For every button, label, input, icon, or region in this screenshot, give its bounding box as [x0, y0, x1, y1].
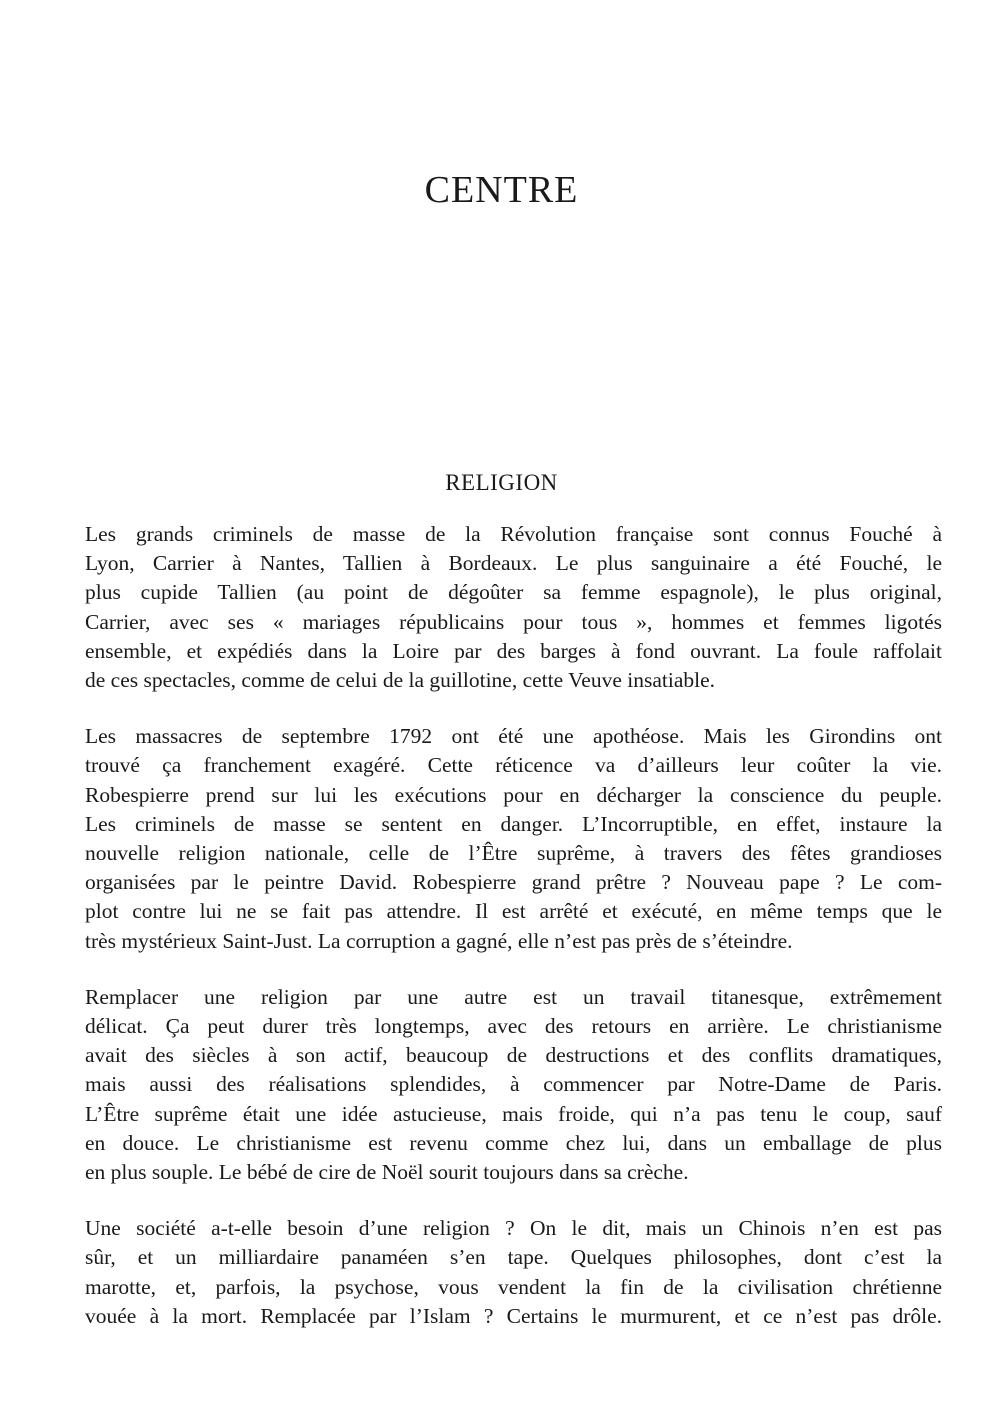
text-line: L’Être suprême était une idée astucieuse, mais froide, qui n’a pas tenu le coup, sauf [85, 1101, 942, 1126]
text-line: Une société a-t-elle besoin d’une religion ? On le dit, mais un Chinois n’en est pas [85, 1216, 942, 1241]
text-line: organisées par le peintre David. Robespierre grand prêtre ? Nouveau pape ? Le com- [85, 870, 942, 895]
text-line: en douce. Le christianisme est revenu comme chez lui, dans un emballage de plus [85, 1130, 942, 1155]
text-line: Lyon, Carrier à Nantes, Tallien à Bordeaux. Le plus sanguinaire a été Fouché, le [85, 551, 942, 576]
text-line: ensemble, et expédiés dans la Loire par des barges à fond ouvrant. La foule raffolait [85, 638, 942, 663]
text-line: avait des siècles à son actif, beaucoup de destructions et des conflits dramatiques, [85, 1043, 942, 1068]
text-line: plus cupide Tallien (au point de dégoûter sa femme espagnole), le plus original, [85, 580, 942, 605]
text-line: vouée à la mort. Remplacée par l’Islam ? Certains le murmurent, et ce n’est pas drôle. [85, 1303, 942, 1328]
text-line: Les massacres de septembre 1792 ont été une apothéose. Mais les Girondins ont [85, 724, 942, 749]
text-line: trouvé ça franchement exagéré. Cette réticence va d’ailleurs leur coûter la vie. [85, 753, 942, 778]
paragraph-3 [85, 983, 942, 1187]
text-line: Les grands criminels de masse de la Révolution française sont connus Fouché à [85, 522, 942, 546]
text-line: marotte, et, parfois, la psychose, vous vendent la fin de la civilisation chrétienne [85, 1274, 942, 1299]
text-line: nouvelle religion nationale, celle de l’Être suprême, à travers des fêtes grandioses [85, 841, 942, 866]
text-line: de ces spectacles, comme de celui de la guillotine, cette Veuve insatiable. [85, 668, 716, 693]
text-line: plot contre lui ne se fait pas attendre. Il est arrêté et exécuté, en même temps que le [85, 899, 942, 924]
text-line: Carrier, avec ses « mariages républicains pour tous », hommes et femmes ligotés [85, 609, 942, 634]
paragraph-1 [85, 520, 942, 695]
section-title: RELIGION [445, 470, 558, 495]
text-line: Les criminels de masse se sentent en danger. L’Incorruptible, en effet, instaure la [85, 811, 942, 836]
text-line: mais aussi des réalisations splendides, à commencer par Notre-Dame de Paris. [85, 1072, 942, 1097]
text-line: très mystérieux Saint-Just. La corruption a gagné, elle n’est pas près de s’éteindre. [85, 928, 793, 953]
text-line: sûr, et un milliardaire panaméen s’en tape. Quelques philosophes, dont c’est la [85, 1245, 942, 1270]
text-line: en plus souple. Le bébé de cire de Noël sourit toujours dans sa crèche. [85, 1160, 689, 1185]
text-line: délicat. Ça peut durer très longtemps, avec des retours en arrière. Le christianisme [85, 1014, 942, 1039]
paragraph-2 [85, 722, 942, 956]
chapter-title: CENTRE [424, 169, 579, 211]
text-line: Robespierre prend sur lui les exécutions pour en décharger la conscience du peuple. [85, 782, 942, 807]
text-line: Remplacer une religion par une autre est un travail titanesque, extrêmement [85, 984, 942, 1009]
paragraph-4 [85, 1214, 942, 1331]
body-text [85, 520, 942, 1358]
